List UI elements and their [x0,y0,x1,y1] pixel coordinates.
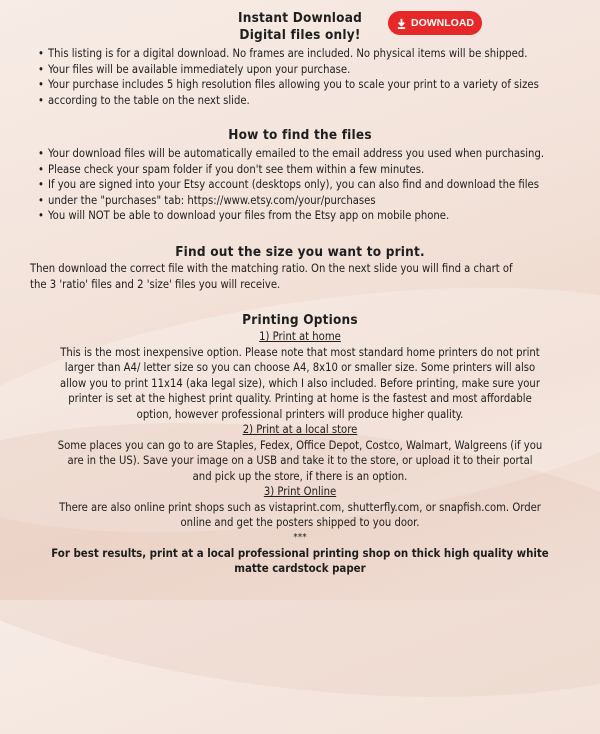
bullet-list [0,46,600,108]
final-note: matte cardstock paper [234,561,366,575]
section-title: Find out the size you want to print. [175,244,425,260]
list-item: • Your files will be available immediately upon your purchase. [48,62,600,78]
paragraph-line: are in the US). Save your image on a USB and take it to the store, or upload it to their portal [67,454,533,467]
paragraph-line: printer is set at the highest print quality. Printing at home is the fastest and most affordable [68,392,532,405]
bullet-list [0,146,600,224]
paragraph-line: This is the most inexpensive option. Please note that most standard home printers do not print [60,345,540,359]
list-item-continued: • Please check your spam folder if you don't see them within a few minutes. [48,162,600,178]
list-item: • Your download files will be automatically emailed to the email address you used when purchasing. [48,146,600,162]
paragraph-line: online and get the posters shipped to you door. [180,516,420,529]
download-button-label: DOWNLOAD [411,17,474,29]
paragraph-line: option, however professional printers will produce higher quality. [136,407,464,421]
list-item: • This listing is for a digital download. No frames are included. No physical items will be shipped. [48,46,600,62]
paragraph-line: Then download the correct file with the matching ratio. On the next slide you will find a chart of [30,262,513,275]
paragraph-line: larger than A4/ letter size so you can choose A4, 8x10 or smaller size. Some printers will also [64,361,536,374]
paragraph-line: There are also online print shops such as vistaprint.com, shutterfly.com, or snapfish.com. Order [59,500,541,514]
option-title: 3) Print Online [263,485,337,498]
final-note: For best results, print at a local professional printing shop on thick high quality white [51,545,549,560]
paragraph-line: allow you to print 11x14 (aka legal size), which I also included. Before printing, make sure your [60,376,540,390]
section-title: Digital files only! [239,27,361,43]
list-item-continued: • under the "purchases" tab: https://www.etsy.com/your/purchases [48,193,600,209]
paragraph-line: the 3 'ratio' files and 2 'size' files you will receive. [30,277,281,291]
list-item-continued: • according to the table on the next slide. [48,93,600,109]
list-item: • You will NOT be able to download your files from the Etsy app on mobile phone. [48,208,600,224]
section-title: Instant Download [238,10,362,26]
list-item: • Your purchase includes 5 high resolution files allowing you to scale your print to a variety of sizes [48,77,600,93]
separator: *** [293,531,307,543]
list-item: • If you are signed into your Etsy account (desktops only), you can also find and download the files [48,177,600,193]
option-title: 2) Print at a local store [242,423,358,436]
option-title: 1) Print at home [259,330,341,343]
paragraph-line: Some places you can go to are Staples, Fedex, Office Depot, Costco, Walmart, Walgreens (if you [57,438,543,452]
section-title: Printing Options [242,312,358,328]
paragraph-line: and pick up the store, if there is an option. [192,469,408,483]
printing-options [0,312,600,577]
section-title: How to find the files [228,127,372,143]
